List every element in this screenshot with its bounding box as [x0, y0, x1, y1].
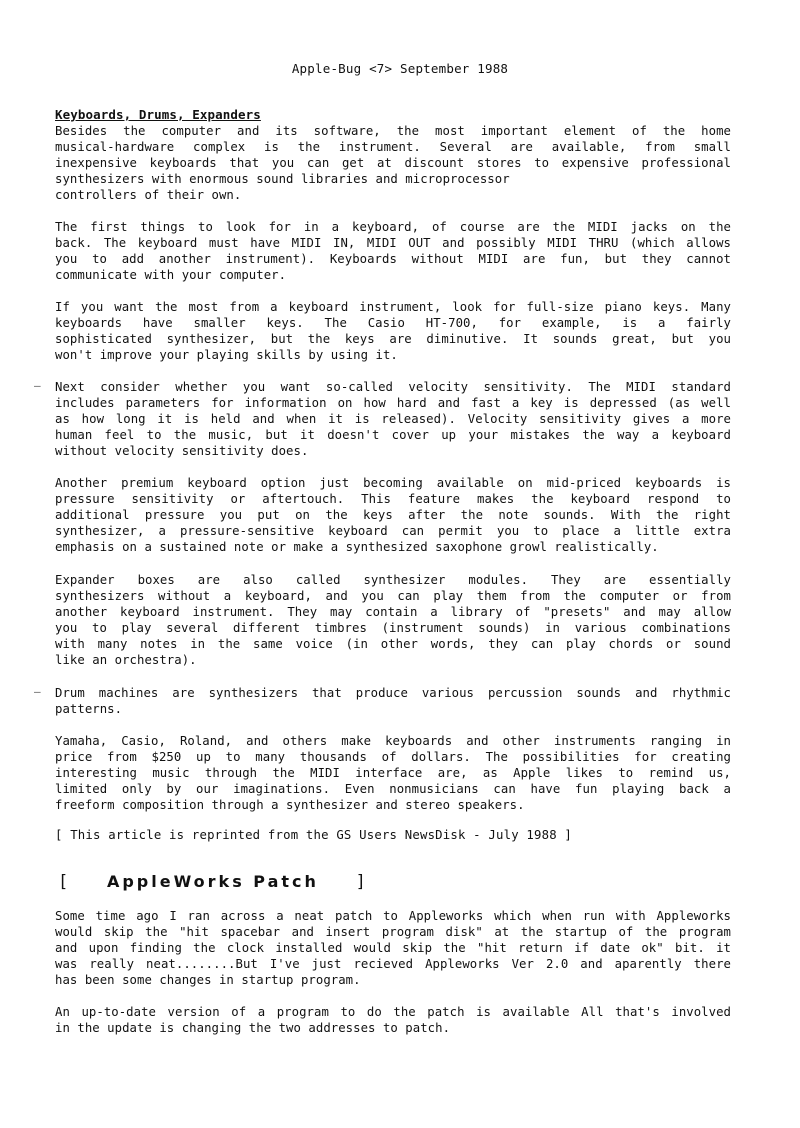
article-paragraph-3 [55, 299, 731, 363]
text-line: emphasis on a sustained note or make a synthesized saxophone growl realistically. [55, 540, 659, 555]
text-line: limited only by our imaginations. Even nonmusicians can have fun playing back a [55, 782, 731, 797]
text-line: keyboards have smaller keys. The Casio HT-700, for example, is a fairly [55, 316, 731, 331]
text-line: Yamaha, Casio, Roland, and others make keyboards and other instruments ranging in [55, 734, 731, 748]
text-line: additional pressure you put on the keys after the note sounds. With the right [55, 508, 731, 523]
patch-title-text: AppleWorks Patch [106, 872, 319, 891]
text-line: The first things to look for in a keyboard, of course are the MIDI jacks on the [55, 220, 731, 234]
text-line: An up-to-date version of a program to do the patch is available All that's involved [55, 1005, 731, 1019]
text-line: human feel to the music, but it doesn't cover up your mistakes the way a keyboard [55, 428, 731, 443]
title-bracket-open: [ [58, 872, 71, 892]
text-line: sophisticated synthesizer, but the keys are diminutive. It sounds great, but you [55, 332, 731, 347]
text-line: Next consider whether you want so-called velocity sensitivity. The MIDI standard [55, 380, 731, 394]
text-line: pressure sensitivity or aftertouch. This feature makes the keyboard respond to [55, 492, 731, 507]
text-line: back. The keyboard must have MIDI IN, MIDI OUT and possibly MIDI THRU (which allows [55, 236, 731, 251]
text-line: like an orchestra). [55, 653, 197, 668]
text-line: without velocity sensitivity does. [55, 444, 309, 459]
page-header: Apple-Bug <7> September 1988 [291, 61, 509, 76]
text-line: freeform composition through a synthesizer and stereo speakers. [55, 798, 525, 813]
text-line: synthesizers without a keyboard, and you can play them from the computer or from [55, 589, 731, 604]
article-paragraph-6 [55, 572, 731, 669]
text-line: communicate with your computer. [55, 268, 287, 283]
text-line: synthesizer, a pressure-sensitive keyboard can permit you to place a little extra [55, 524, 731, 539]
article-paragraph-5 [55, 475, 731, 555]
article-paragraph-4 [55, 379, 731, 459]
patch-section-title [58, 872, 368, 892]
text-line: includes parameters for information on how hard and fast a key is depressed (as well [55, 396, 731, 411]
text-line: and upon finding the clock installed would skip the "hit return if date ok" bit. it [55, 941, 731, 956]
margin-dash-mark: – [34, 685, 41, 698]
article-paragraph-7 [55, 685, 731, 717]
text-line: Some time ago I ran across a neat patch to Appleworks which when run with Appleworks [55, 909, 731, 923]
text-line: you to add another instrument). Keyboards without MIDI are fun, but they cannot [55, 252, 731, 267]
text-line: in the update is changing the two addresses to patch. [55, 1021, 451, 1036]
text-line: synthesizers with enormous sound libraries and microprocessor [55, 172, 510, 187]
text-line: Another premium keyboard option just becoming available on mid-priced keyboards is [55, 476, 731, 490]
article-paragraph-2 [55, 219, 731, 283]
text-line: won't improve your playing skills by using it. [55, 348, 398, 363]
text-line: inexpensive keyboards that you can get at discount stores to expensive professional [55, 156, 731, 171]
text-line: as how long it is held and when it is released). Velocity sensitivity gives a more [55, 412, 731, 427]
text-line: interesting music through the MIDI interface are, as Apple likes to remind us, [55, 766, 731, 781]
text-line: with many notes in the same voice (in other words, they can play chords or sound [55, 637, 731, 652]
text-line: If you want the most from a keyboard instrument, look for full-size piano keys. Many [55, 300, 731, 314]
text-line: controllers of their own. [55, 188, 242, 203]
patch-paragraph-1 [55, 908, 731, 988]
text-line: has been some changes in startup program. [55, 973, 361, 988]
text-line: would skip the "hit spacebar and insert program disk" at the startup of the program [55, 925, 731, 940]
article-paragraph-8 [55, 733, 731, 813]
reprint-note: [ This article is reprinted from the GS Users NewsDisk - July 1988 ] [55, 828, 573, 842]
text-line: Drum machines are synthesizers that produce various percussion sounds and rhythmic [55, 686, 731, 700]
text-line: you to play several different timbres (instrument sounds) in various combinations [55, 621, 731, 636]
text-line: patterns. [55, 702, 123, 717]
text-line: another keyboard instrument. They may contain a library of "presets" and may allow [55, 605, 731, 620]
article-heading: Keyboards, Drums, Expanders [55, 107, 261, 122]
text-line: price from $250 up to many thousands of dollars. The possibilities for creating [55, 750, 731, 765]
margin-dash-mark: – [34, 379, 41, 392]
article-paragraph-1 [55, 123, 731, 203]
text-line: Expander boxes are also called synthesizer modules. They are essentially [55, 573, 731, 587]
title-bracket-close: ] [355, 872, 368, 892]
patch-paragraph-2 [55, 1004, 731, 1036]
text-line: Besides the computer and its software, the most important element of the home [55, 124, 731, 138]
text-line: was really neat........But I've just recieved Appleworks Ver 2.0 and aparently there [55, 957, 731, 972]
text-line: musical-hardware complex is the instrument. Several are available, from small [55, 140, 731, 155]
